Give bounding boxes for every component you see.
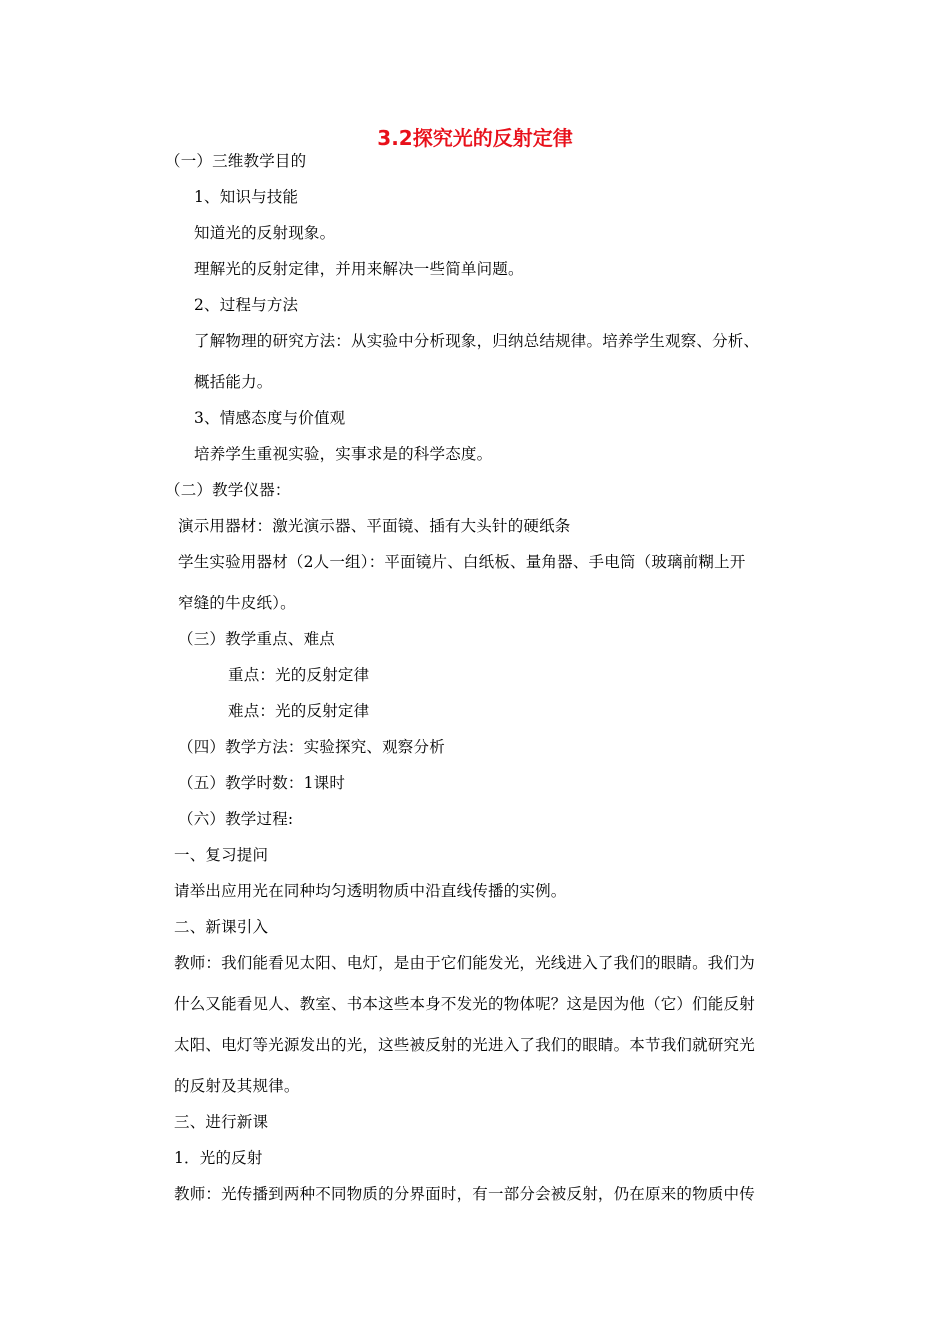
section-heading: （四）教学方法：实验探究、观察分析 bbox=[178, 738, 445, 756]
paragraph-line: 窄缝的牛皮纸）。 bbox=[178, 594, 296, 612]
section-heading: （二）教学仪器： bbox=[165, 481, 291, 499]
paragraph-line: 了解物理的研究方法：从实验中分析现象，归纳总结规律。培养学生观察、分析、 bbox=[194, 332, 760, 350]
section-heading: （六）教学过程: bbox=[178, 810, 294, 828]
paragraph-line: 太阳、电灯等光源发出的光，这些被反射的光进入了我们的眼睛。本节我们就研究光 bbox=[174, 1036, 755, 1054]
paragraph-line: 什么又能看见人、教室、书本这些本身不发光的物体呢？这是因为他（它）们能反射 bbox=[174, 995, 755, 1013]
section-heading: （三）教学重点、难点 bbox=[178, 630, 336, 648]
paragraph-line: 演示用器材：激光演示器、平面镜、插有大头针的硬纸条 bbox=[178, 517, 571, 535]
document-title: 3.2探究光的反射定律 bbox=[377, 126, 573, 150]
subsection-heading: 1．光的反射 bbox=[174, 1149, 263, 1167]
section-heading: 三、进行新课 bbox=[174, 1113, 269, 1131]
subsection-heading: 3、情感态度与价值观 bbox=[194, 409, 346, 427]
paragraph-line: 教师：光传播到两种不同物质的分界面时，有一部分会被反射，仍在原来的物质中传 bbox=[174, 1185, 755, 1203]
section-heading: （五）教学时数：1课时 bbox=[178, 774, 346, 792]
section-heading: 二、新课引入 bbox=[174, 918, 269, 936]
section-heading: （一）三维教学目的 bbox=[165, 152, 307, 170]
paragraph-line: 的反射及其规律。 bbox=[174, 1077, 300, 1095]
paragraph-line: 教师：我们能看见太阳、电灯，是由于它们能发光，光线进入了我们的眼睛。我们为 bbox=[174, 954, 755, 972]
paragraph-line: 请举出应用光在同种均匀透明物质中沿直线传播的实例。 bbox=[174, 882, 567, 900]
section-heading: 一、复习提问 bbox=[174, 846, 269, 864]
subsection-heading: 1、知识与技能 bbox=[194, 188, 299, 206]
paragraph-line: 概括能力。 bbox=[194, 373, 273, 391]
paragraph-line: 难点：光的反射定律 bbox=[228, 702, 370, 720]
paragraph-line: 理解光的反射定律，并用来解决一些简单问题。 bbox=[194, 260, 524, 278]
subsection-heading: 2、过程与方法 bbox=[194, 296, 299, 314]
paragraph-line: 知道光的反射现象。 bbox=[194, 224, 336, 242]
paragraph-line: 学生实验用器材（2人一组）：平面镜片、白纸板、量角器、手电筒（玻璃前糊上开 bbox=[178, 553, 746, 571]
paragraph-line: 重点：光的反射定律 bbox=[228, 666, 370, 684]
paragraph-line: 培养学生重视实验，实事求是的科学态度。 bbox=[194, 445, 493, 463]
